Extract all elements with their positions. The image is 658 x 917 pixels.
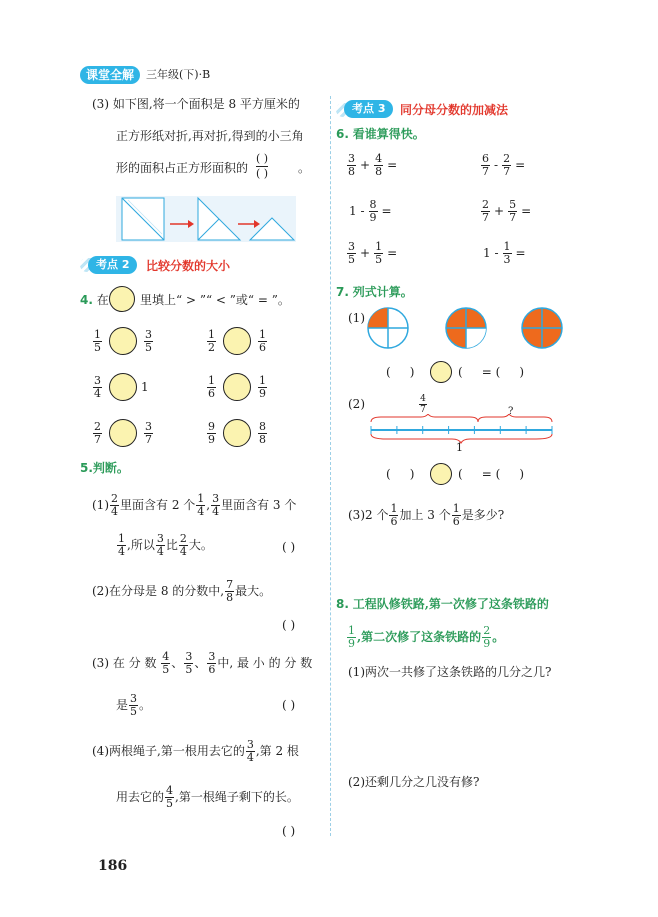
q3-line1: (3) 如下图,将一个面积是 8 平方厘米的 bbox=[92, 97, 300, 111]
fraction: $\frac{2}{7}$ bbox=[94, 419, 101, 446]
operator: = bbox=[387, 158, 398, 172]
q7-line-total: 1 bbox=[456, 441, 463, 454]
q7-line-frac: $\frac{4}{7}$ bbox=[420, 394, 426, 415]
q6-title: 6. 看谁算得快。 bbox=[336, 127, 425, 141]
q7-p3-line: (3)2 个 $\frac{1}{6}$ 加上 3 个 $\frac{1}{6}$ 是多少? bbox=[348, 502, 505, 528]
grade-label: 三年级(下)·B bbox=[146, 68, 211, 81]
column-divider bbox=[330, 96, 331, 836]
fraction: $\frac{6}{7}$ bbox=[482, 151, 489, 178]
compare-circle[interactable] bbox=[223, 327, 251, 355]
q5-p1-line1: (1) $\frac{2}{4}$ 里面含有 2 个 $\frac{1}{4}$ , $\frac{3}{4}$ 里面含有 3 个 bbox=[92, 492, 297, 518]
pie-three-quarters bbox=[446, 308, 486, 348]
q7-p1-label: (1) bbox=[348, 311, 365, 325]
q5-p2-answer-blank[interactable]: ( ) bbox=[282, 618, 296, 632]
q5-p3-line2: 是 $\frac{3}{5}$ 。 bbox=[116, 692, 152, 718]
logo-text: 课堂全解 bbox=[85, 68, 134, 82]
q7-eq1-right[interactable]: ( = ( ) bbox=[458, 365, 525, 379]
q5-p3-answer-blank[interactable]: ( ) bbox=[282, 698, 296, 712]
fraction: $\frac{1}{5}$ bbox=[375, 239, 383, 266]
pie-one-quarter bbox=[368, 308, 408, 348]
operator: = bbox=[521, 204, 532, 218]
q5-title: 5.判断。 bbox=[80, 461, 129, 475]
q3-blank-fraction: ( ) ( ) bbox=[256, 152, 269, 180]
fraction: $\frac{1}{3}$ bbox=[503, 239, 511, 266]
q4-instruction-rest: 里填上“ > ”“ < ”或“ = ”。 bbox=[140, 293, 290, 307]
q8-line2: $\frac{1}{9}$ ,第二次修了这条铁路的 $\frac{2}{9}$ 。 bbox=[348, 624, 505, 650]
number-one: 1 bbox=[141, 380, 149, 394]
q5-p1-line2: $\frac{1}{4}$ ,所以 $\frac{3}{4}$ 比 $\frac{2}{4}$ 大。 bbox=[118, 532, 213, 558]
fraction: $\frac{3}{7}$ bbox=[145, 419, 152, 446]
q6-calc-item bbox=[480, 150, 528, 180]
q7-line-question: ? bbox=[508, 406, 514, 417]
kaodian2-title: 比较分数的大小 bbox=[146, 259, 231, 273]
fraction: $\frac{4}{8}$ bbox=[375, 151, 383, 178]
brace-question bbox=[478, 414, 552, 422]
fraction: $\frac{1}{9}$ bbox=[259, 373, 266, 400]
q8-sub1: (1)两次一共修了这条铁路的几分之几? bbox=[348, 665, 552, 679]
fraction: $\frac{9}{9}$ bbox=[208, 419, 215, 446]
q5-p4-line1: (4)两根绳子,第一根用去它的 $\frac{3}{4}$ ,第 2 根 bbox=[92, 738, 299, 764]
fraction: $\frac{2}{7}$ bbox=[482, 197, 489, 224]
fraction: $\frac{1}{6}$ bbox=[259, 327, 266, 354]
operator: - bbox=[494, 158, 499, 172]
q4-instruction: 4. 在 bbox=[80, 293, 109, 307]
q4-compare-item bbox=[92, 418, 154, 448]
q4-compare-item bbox=[206, 372, 268, 402]
fraction: $\frac{3}{5}$ bbox=[348, 239, 355, 266]
q6-calc-item bbox=[346, 238, 400, 268]
fraction: $\frac{3}{4}$ bbox=[94, 373, 101, 400]
pie-full bbox=[522, 308, 562, 348]
q5-p2-line: (2)在分母是 8 的分数中, $\frac{7}{8}$ 最大。 bbox=[92, 578, 272, 604]
q7-title: 7. 列式计算。 bbox=[336, 285, 413, 299]
q5-p4-line2: 用去它的 $\frac{4}{5}$ ,第一根绳子剩下的长。 bbox=[116, 784, 299, 810]
q7-eq2-left[interactable]: ( ) bbox=[386, 467, 415, 481]
brace-four-sevenths bbox=[371, 414, 478, 422]
q5-p4-answer-blank[interactable]: ( ) bbox=[282, 824, 296, 838]
fraction: $\frac{3}{8}$ bbox=[348, 151, 355, 178]
compare-circle[interactable] bbox=[223, 419, 251, 447]
q4-example-circle bbox=[109, 286, 135, 312]
fraction: $\frac{1}{5}$ bbox=[94, 327, 101, 354]
q4-compare-item bbox=[92, 372, 149, 402]
operator: + bbox=[494, 204, 505, 218]
fraction: $\frac{1}{2}$ bbox=[208, 327, 215, 354]
operator: = bbox=[387, 246, 398, 260]
compare-circle[interactable] bbox=[109, 419, 137, 447]
q6-calc-item bbox=[346, 196, 395, 226]
fraction: $\frac{8}{9}$ bbox=[369, 197, 377, 224]
q8-line1: 8. 工程队修铁路,第一次修了这条铁路的 bbox=[336, 597, 549, 611]
q3-line3: 形的面积占正方形面积的 bbox=[116, 161, 249, 175]
compare-circle[interactable] bbox=[223, 373, 251, 401]
compare-circle[interactable] bbox=[109, 373, 137, 401]
operator: = bbox=[381, 204, 392, 218]
operator: 1 - bbox=[483, 246, 499, 260]
q7-eq2-operator-circle[interactable] bbox=[430, 463, 452, 485]
q4-compare-item bbox=[206, 418, 268, 448]
fraction: $\frac{2}{7}$ bbox=[503, 151, 511, 178]
kaodian2-tag: 考点 2 bbox=[88, 256, 137, 274]
q6-calc-item bbox=[480, 196, 534, 226]
operator: + bbox=[360, 246, 371, 260]
kaodian3-tag: 考点 3 bbox=[344, 100, 393, 118]
header-logo bbox=[80, 66, 140, 84]
q7-pie-diagrams bbox=[366, 306, 566, 350]
q8-sub2: (2)还剩几分之几没有修? bbox=[348, 775, 480, 789]
page-number: 186 bbox=[98, 858, 128, 874]
q7-eq2-right[interactable]: ( = ( ) bbox=[458, 467, 525, 481]
q4-compare-item bbox=[206, 326, 268, 356]
fraction: $\frac{1}{6}$ bbox=[208, 373, 215, 400]
operator: = bbox=[515, 158, 526, 172]
q4-compare-item bbox=[92, 326, 154, 356]
fraction: $\frac{3}{5}$ bbox=[145, 327, 152, 354]
operator: = bbox=[515, 246, 526, 260]
operator: + bbox=[360, 158, 371, 172]
fraction: $\frac{5}{7}$ bbox=[509, 197, 517, 224]
compare-circle[interactable] bbox=[109, 327, 137, 355]
q7-eq1-operator-circle[interactable] bbox=[430, 361, 452, 383]
q3-line2: 正方形纸对折,再对折,得到的小三角 bbox=[116, 129, 304, 143]
q5-p1-answer-blank[interactable]: ( ) bbox=[282, 540, 296, 554]
q6-calc-item bbox=[346, 150, 400, 180]
folding-diagram bbox=[116, 196, 296, 242]
q7-eq1-left[interactable]: ( ) bbox=[386, 365, 415, 379]
q6-calc-item bbox=[480, 238, 529, 268]
fraction: $\frac{8}{8}$ bbox=[259, 419, 266, 446]
q7-p2-label: (2) bbox=[348, 397, 365, 411]
q3-end: 。 bbox=[298, 161, 311, 175]
q5-p3-line1: (3) 在 分 数 $\frac{4}{5}$ 、 $\frac{3}{5}$ 、 $\frac{3}{6}$ 中, 最 小 的 分 数 bbox=[92, 650, 313, 676]
operator: 1 - bbox=[349, 204, 365, 218]
kaodian3-title: 同分母分数的加减法 bbox=[400, 103, 509, 117]
